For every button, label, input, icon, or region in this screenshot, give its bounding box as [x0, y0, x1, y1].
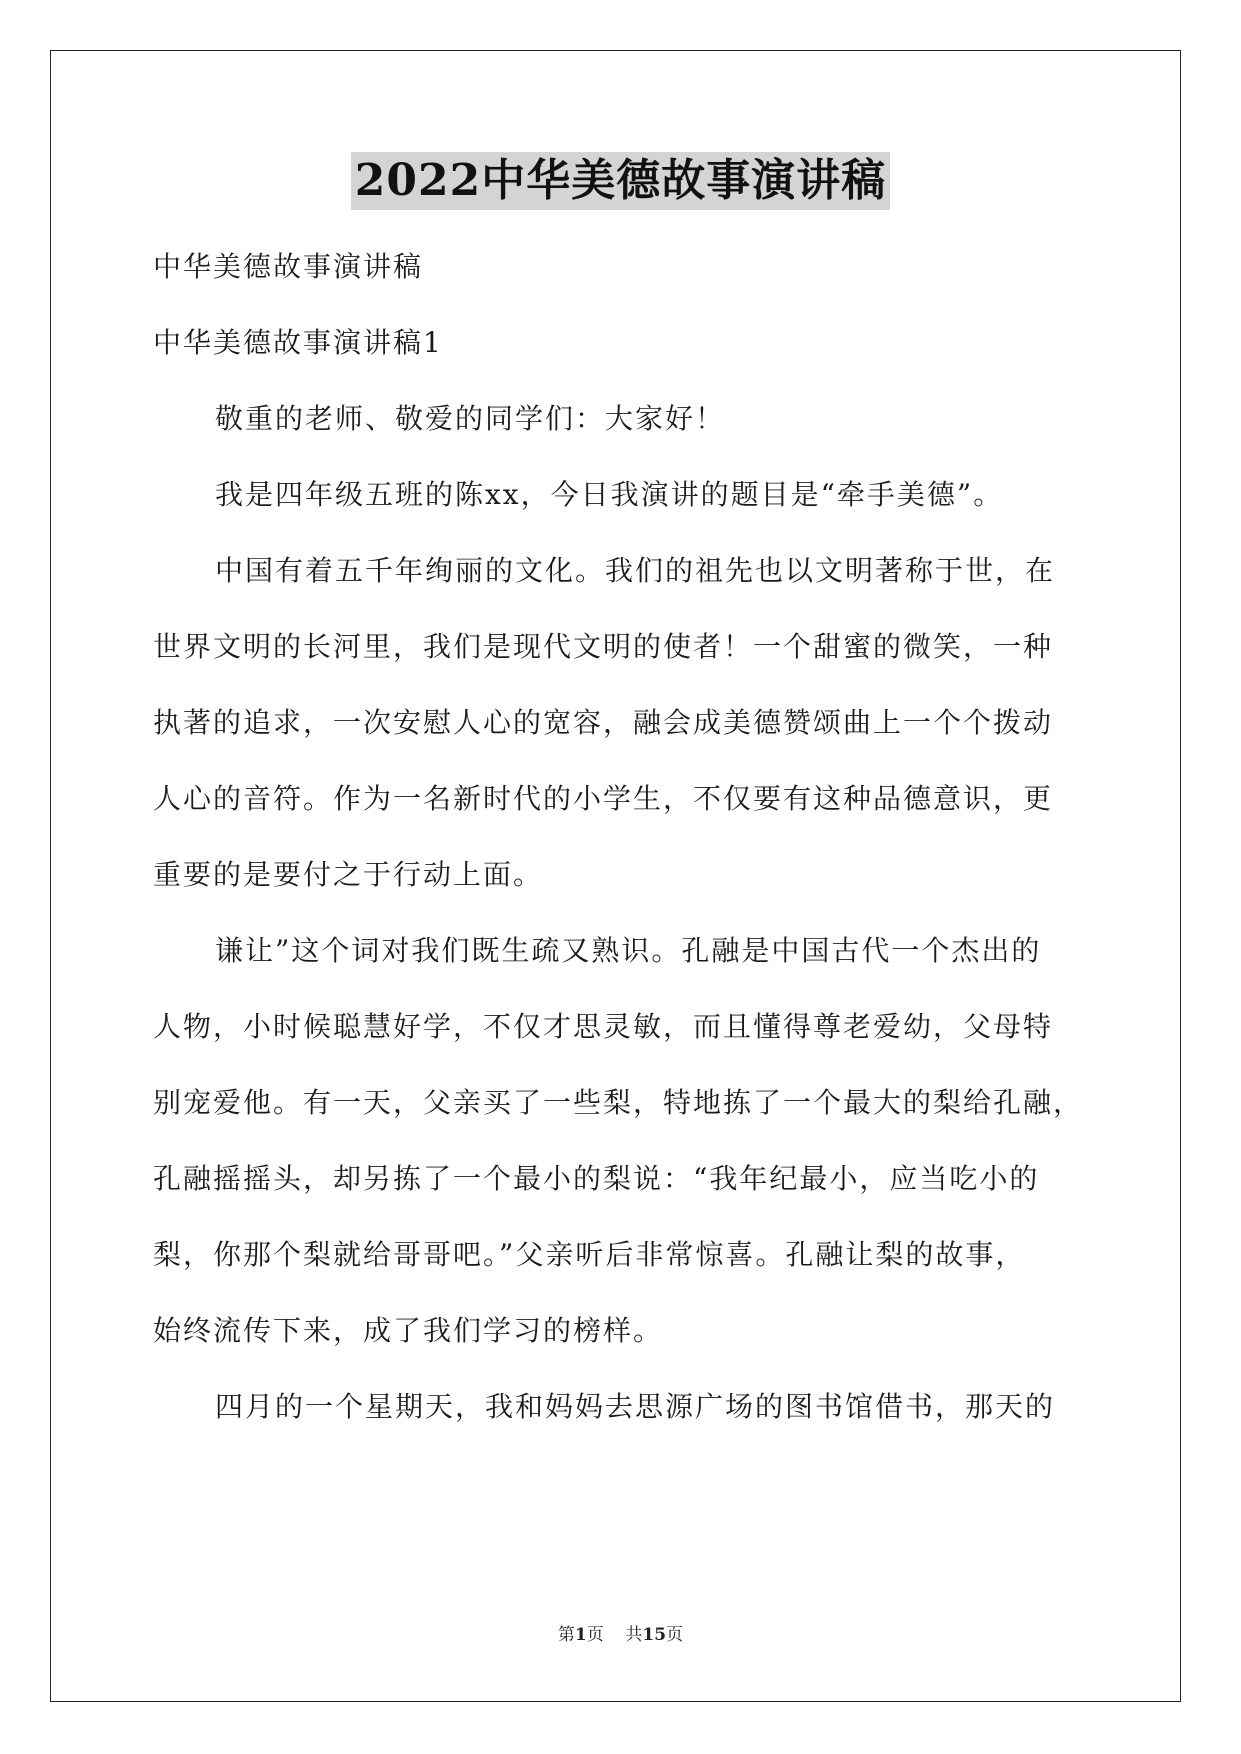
footer-total-suffix: 页 [666, 1625, 684, 1645]
paragraph-line: 孔融摇摇头，却另拣了一个最小的梨说：“我年纪最小，应当吃小的 [153, 1162, 1040, 1195]
paragraph-line: 始终流传下来，成了我们学习的榜样。 [153, 1314, 664, 1347]
paragraph-line: 谦让”这个词对我们既生疏又熟识。孔融是中国古代一个杰出的 [215, 934, 1042, 967]
footer-total-prefix: 共 [625, 1625, 643, 1645]
paragraph-line: 人心的音符。作为一名新时代的小学生，不仅要有这种品德意识，更 [153, 782, 1054, 815]
paragraph-line: 重要的是要付之于行动上面。 [153, 858, 544, 891]
paragraph-line: 人物，小时候聪慧好学，不仅才思灵敏，而且懂得尊老爱幼，父母特 [153, 1010, 1054, 1043]
paragraph-line: 中国有着五千年绚丽的文化。我们的祖先也以文明著称于世，在 [215, 554, 1056, 587]
subtitle-line: 中华美德故事演讲稿 [153, 250, 424, 283]
document-title: 2022中华美德故事演讲稿 [351, 152, 890, 210]
title-wrap [0, 152, 1241, 210]
footer-page-number: 1 [574, 1625, 587, 1645]
paragraph-line: 别宠爱他。有一天，父亲买了一些梨，特地拣了一个最大的梨给孔融， [153, 1086, 1084, 1119]
footer-total-pages: 15 [642, 1625, 667, 1645]
footer-page-prefix: 第 [557, 1625, 575, 1645]
page-footer [0, 1620, 1241, 1645]
paragraph-line: 四月的一个星期天，我和妈妈去思源广场的图书馆借书，那天的 [215, 1390, 1056, 1423]
paragraph-line: 梨，你那个梨就给哥哥吧。”父亲听后非常惊喜。孔融让梨的故事， [153, 1238, 1026, 1271]
paragraph-line: 敬重的老师、敬爱的同学们：大家好！ [215, 402, 726, 435]
paragraph-line: 世界文明的长河里，我们是现代文明的使者！一个甜蜜的微笑，一种 [153, 630, 1054, 663]
footer-page-suffix: 页 [586, 1625, 604, 1645]
paragraph-line: 执著的追求，一次安慰人心的宽容，融会成美德赞颂曲上一个个拨动 [153, 706, 1054, 739]
paragraph-line: 我是四年级五班的陈xx，今日我演讲的题目是“牵手美德”。 [215, 478, 1004, 511]
section-heading: 中华美德故事演讲稿1 [153, 326, 443, 359]
